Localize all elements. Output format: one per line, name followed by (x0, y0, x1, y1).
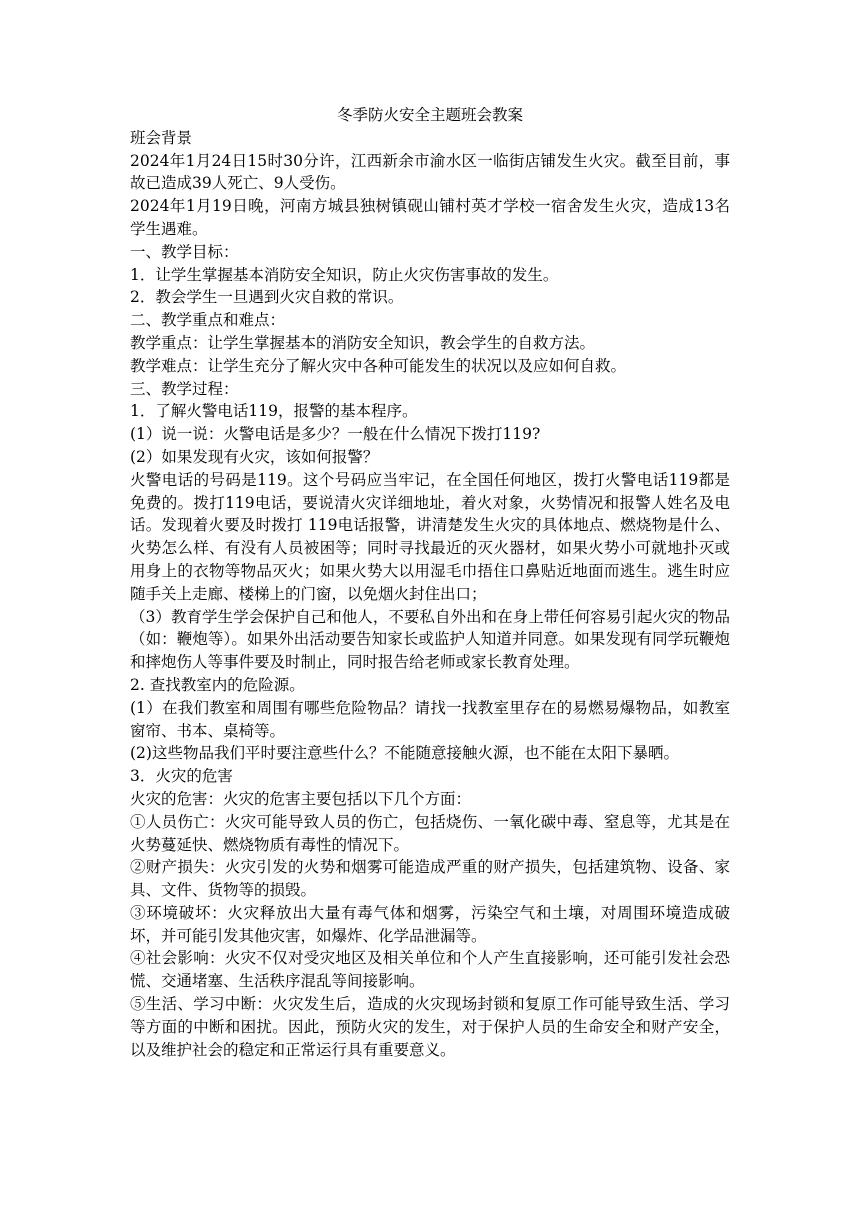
paragraph: 2．教会学生一旦遇到火灾自救的常识。 (130, 288, 404, 307)
paragraph: 教学重点：让学生掌握基本的消防安全知识，教会学生的自救方法。 (130, 333, 596, 352)
paragraph: （3）教育学生学会保护自己和他人，不要私自外出和在身上带任何容易引起火灾的物品（如：鞭炮等）。如果外出活动要告知家长或监护人知道并同意。如果发现有同学玩鞭炮和摔炮伤人等事件要及时制止，同时报告给老师或家长教育处理。 (130, 607, 730, 672)
paragraph: 2. 查找教室内的危险源。 (130, 675, 305, 694)
document-title: 冬季防火安全主题班会教案 (336, 106, 523, 124)
paragraph: (2）如果发现有火灾，该如何报警？ (130, 447, 379, 466)
paragraph: ①人员伤亡：火灾可能导致人员的伤亡，包括烧伤、一氧化碳中毒、窒息等，尤其是在火势蔓延快、燃烧物质有毒性的情况下。 (130, 812, 730, 854)
paragraph: 2024年1月19日晚，河南方城县独树镇砚山铺村英才学校一宿舍发生火灾，造成13名学生遇难。 (130, 197, 730, 238)
paragraph: (1）在我们教室和周围有哪些危险物品？请找一找教室里存在的易燃易爆物品，如教室窗帘、书本、桌椅等。 (130, 698, 730, 740)
paragraph: ③环境破坏：火灾释放出大量有毒气体和烟雾，污染空气和土壤，对周围环境造成破坏，并可能引发其他灾害，如爆炸、化学品泄漏等。 (130, 903, 730, 945)
paragraph: ④社会影响：火灾不仅对受灾地区及相关单位和个人产生直接影响，还可能引发社会恐慌、交通堵塞、生活秩序混乱等间接影响。 (130, 949, 730, 991)
paragraph: (1）说一说：火警电话是多少？一般在什么情况下拨打119? (130, 425, 541, 444)
document-page (130, 104, 730, 1061)
paragraph: 火警电话的号码是119。这个号码应当牢记，在全国任何地区，拨打火警电话119都是免费的。拨打119电话，要说清火灾详细地址，着火对象，火势情况和报警人姓名及电话。发现着火要及时拨打 119电话报警，讲清楚发生火灾的具体地点、燃烧物是什么、火势怎么样、有没有人员被困等；同时寻找最近的灭火器材，如果火势小可就地扑灭或用身上的衣物等物品灭火；如果火势大以用湿毛巾捂住口鼻贴近地面而逃生。逃生时应随手关上走廊、楼梯上的门窗，以免烟火封住出口； (130, 470, 730, 603)
paragraph: 二、教学重点和难点： (130, 311, 286, 330)
paragraph: 班会背景 (130, 128, 193, 147)
paragraph: 一、教学目标： (130, 242, 239, 261)
paragraph: (2)这些物品我们平时要注意些什么？不能随意接触火源，也不能在太阳下暴晒。 (130, 744, 679, 763)
paragraph: 1．让学生掌握基本消防安全知识，防止火灾伤害事故的发生。 (130, 265, 559, 284)
paragraph: 2024年1月24日15时30分许，江西新余市渝水区一临街店铺发生火灾。截至目前，事故已造成39人死亡、9人受伤。 (130, 151, 730, 193)
paragraph: 火灾的危害：火灾的危害主要包括以下几个方面： (130, 789, 472, 808)
paragraph: 3．火灾的危害 (130, 767, 233, 786)
paragraph: 1．了解火警电话119，报警的基本程序。 (130, 402, 418, 421)
paragraph: ⑤生活、学习中断：火灾发生后，造成的火灾现场封锁和复原工作可能导致生活、学习等方面的中断和困扰。因此，预防火灾的发生，对于保护人员的生命安全和财产安全，以及维护社会的稳定和正常运行具有重要意义。 (130, 995, 730, 1059)
paragraph: 三、教学过程： (130, 379, 239, 398)
paragraph: ②财产损失：火灾引发的火势和烟雾可能造成严重的财产损失，包括建筑物、设备、家具、文件、货物等的损毁。 (130, 858, 730, 900)
paragraph: 教学难点：让学生充分了解火灾中各种可能发生的状况以及应如何自救。 (130, 356, 627, 375)
